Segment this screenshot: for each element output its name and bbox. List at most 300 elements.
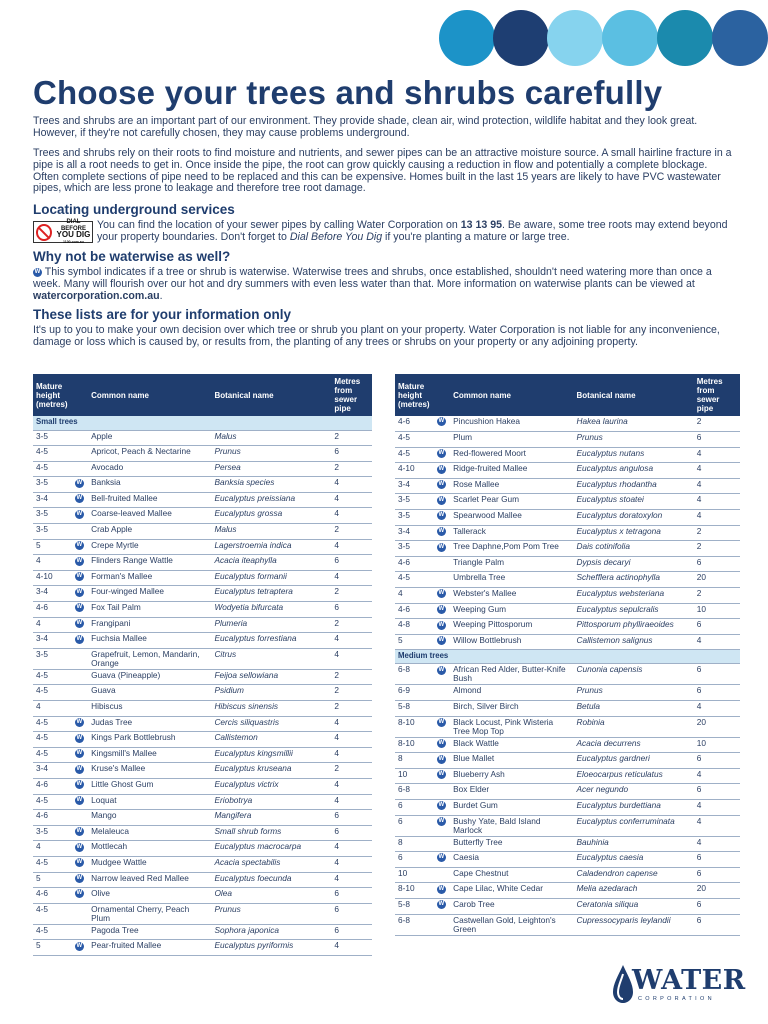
waterwise-icon: W xyxy=(76,765,83,772)
cell-waterwise xyxy=(433,836,451,852)
cell-metres: 6 xyxy=(331,924,372,940)
table-row xyxy=(395,432,740,448)
cell-metres: 6 xyxy=(331,602,372,618)
cell-common-name: Blue Mallet xyxy=(450,753,573,769)
cell-metres: 6 xyxy=(694,852,740,868)
cell-metres: 4 xyxy=(331,940,372,956)
table-row xyxy=(33,794,372,810)
table-row xyxy=(33,924,372,940)
cell-metres: 4 xyxy=(331,872,372,888)
cell-common-name: Weeping Pittosporum xyxy=(450,619,573,635)
cell-metres: 4 xyxy=(331,477,372,493)
table-row xyxy=(33,508,372,524)
cell-botanical-name: Cercis siliquastris xyxy=(211,716,331,732)
cell-metres: 6 xyxy=(694,556,740,572)
cell-waterwise xyxy=(433,572,451,588)
table-row xyxy=(33,940,372,956)
cell-height: 4-6 xyxy=(33,888,71,904)
table-row xyxy=(395,494,740,510)
cell-waterwise xyxy=(71,841,89,857)
table-row xyxy=(33,716,372,732)
table-row xyxy=(395,541,740,557)
waterwise-icon: W xyxy=(34,268,41,275)
page-title: Choose your trees and shrubs carefully xyxy=(33,74,663,111)
cell-waterwise xyxy=(433,603,451,619)
cell-botanical-name: Hibiscus sinensis xyxy=(211,701,331,717)
cell-metres: 4 xyxy=(331,856,372,872)
cell-common-name: Hibiscus xyxy=(88,701,211,717)
waterwise-icon: W xyxy=(438,496,445,503)
waterwise-icon: W xyxy=(438,739,445,746)
cell-waterwise xyxy=(71,461,89,477)
cell-common-name: Ornamental Cherry, Peach Plum xyxy=(88,903,211,924)
cell-waterwise xyxy=(433,619,451,635)
cell-metres: 4 xyxy=(694,701,740,717)
cell-height: 4-10 xyxy=(33,570,71,586)
waterwise-icon: W xyxy=(76,479,83,486)
dbyd-logo-text xyxy=(55,219,92,245)
cell-common-name: Spearwood Mallee xyxy=(450,510,573,526)
header-metres: Metres from sewer pipe xyxy=(331,374,372,416)
cell-metres: 6 xyxy=(694,619,740,635)
cell-waterwise xyxy=(433,799,451,815)
waterwise-icon: W xyxy=(76,781,83,788)
cell-height: 3-4 xyxy=(33,633,71,649)
cell-botanical-name: Dypsis decaryi xyxy=(573,556,693,572)
table-row xyxy=(395,664,740,685)
cell-common-name: Fox Tail Palm xyxy=(88,602,211,618)
cell-height: 8-10 xyxy=(395,716,433,737)
cell-botanical-name: Eucalyptus kruseana xyxy=(211,763,331,779)
cell-botanical-name: Wodyetia bifurcata xyxy=(211,602,331,618)
table-row xyxy=(395,525,740,541)
table-row xyxy=(33,492,372,508)
table-row xyxy=(33,586,372,602)
cell-waterwise xyxy=(433,510,451,526)
cell-height: 6 xyxy=(395,799,433,815)
cell-height: 4-5 xyxy=(33,716,71,732)
cell-common-name: Box Elder xyxy=(450,784,573,800)
cell-metres: 6 xyxy=(694,432,740,448)
header-common: Common name xyxy=(450,374,573,416)
table-row xyxy=(33,747,372,763)
cell-common-name: Coarse-leaved Mallee xyxy=(88,508,211,524)
dbyd-logo-top: DIAL BEFORE xyxy=(60,219,86,232)
dbyd-logo-url: 1100.com.au xyxy=(63,239,84,244)
waterwise-icon: W xyxy=(438,418,445,425)
cell-metres: 4 xyxy=(694,494,740,510)
table-row xyxy=(395,447,740,463)
table-row xyxy=(395,416,740,432)
cell-metres: 2 xyxy=(331,669,372,685)
cell-waterwise xyxy=(433,784,451,800)
no-dig-icon xyxy=(36,224,52,241)
cell-botanical-name: Small shrub forms xyxy=(211,825,331,841)
cell-botanical-name: Eucalyptus forrestiana xyxy=(211,633,331,649)
cell-height: 4-5 xyxy=(395,432,433,448)
cell-waterwise xyxy=(71,810,89,826)
cell-common-name: Mango xyxy=(88,810,211,826)
cell-common-name: Guava (Pineapple) xyxy=(88,669,211,685)
table-row xyxy=(33,539,372,555)
cell-height: 3-4 xyxy=(33,763,71,779)
cell-height: 3-4 xyxy=(33,492,71,508)
cell-height: 3-5 xyxy=(33,477,71,493)
cell-height: 3-4 xyxy=(395,478,433,494)
table-row xyxy=(33,810,372,826)
cell-waterwise xyxy=(71,492,89,508)
cell-botanical-name: Dais cotinifolia xyxy=(573,541,693,557)
table-row xyxy=(395,815,740,836)
dial-before-you-dig-logo xyxy=(33,221,93,243)
cell-metres: 6 xyxy=(694,753,740,769)
section-label: Medium trees xyxy=(395,650,740,664)
cell-waterwise xyxy=(71,669,89,685)
cell-common-name: Kings Park Bottlebrush xyxy=(88,732,211,748)
waterwise-text: This symbol indicates if a tree or shrub is waterwise. Waterwise trees and shrubs, once established, shouldn't need watering more than once a week. Many will flourish over our hot and dry summers with even less water than that. More information on waterwise plants can be viewed at xyxy=(33,266,712,290)
cell-common-name: Kingsmill's Mallee xyxy=(88,747,211,763)
cell-common-name: Burdet Gum xyxy=(450,799,573,815)
table-row xyxy=(395,556,740,572)
cell-metres: 4 xyxy=(331,539,372,555)
cell-common-name: Umbrella Tree xyxy=(450,572,573,588)
cell-height: 4-6 xyxy=(395,603,433,619)
cell-botanical-name: Eucalyptus angulosa xyxy=(573,463,693,479)
table-row xyxy=(33,570,372,586)
cell-common-name: Tallerack xyxy=(450,525,573,541)
cell-botanical-name: Callistemon xyxy=(211,732,331,748)
cell-waterwise xyxy=(433,737,451,753)
cell-botanical-name: Eucalyptus foecunda xyxy=(211,872,331,888)
table-row xyxy=(395,753,740,769)
cell-height: 4-5 xyxy=(395,572,433,588)
waterwise-link[interactable]: watercorporation.com.au xyxy=(33,289,160,302)
cell-common-name: Scarlet Pear Gum xyxy=(450,494,573,510)
cell-waterwise xyxy=(433,525,451,541)
cell-botanical-name: Prunus xyxy=(573,685,693,701)
table-row xyxy=(33,446,372,462)
cell-waterwise xyxy=(71,940,89,956)
cell-metres: 2 xyxy=(694,541,740,557)
header-height: Mature height (metres) xyxy=(395,374,433,416)
cell-metres: 6 xyxy=(331,555,372,571)
table-row xyxy=(33,778,372,794)
cell-botanical-name: Eucalyptus conferruminata xyxy=(573,815,693,836)
cell-common-name: Black Wattle xyxy=(450,737,573,753)
cell-height: 10 xyxy=(395,867,433,883)
cell-waterwise xyxy=(433,701,451,717)
cell-height: 3-5 xyxy=(395,510,433,526)
cell-botanical-name: Lagerstroemia indica xyxy=(211,539,331,555)
waterwise-icon: W xyxy=(438,590,445,597)
cell-height: 8 xyxy=(395,836,433,852)
section-label: Small trees xyxy=(33,416,372,430)
cell-waterwise xyxy=(433,416,451,432)
waterwise-icon: W xyxy=(76,588,83,595)
cell-waterwise xyxy=(433,463,451,479)
cell-waterwise xyxy=(71,903,89,924)
locating-heading: Locating underground services xyxy=(33,202,235,217)
table-row xyxy=(395,852,740,868)
cell-metres: 6 xyxy=(694,898,740,914)
cell-waterwise xyxy=(71,555,89,571)
cell-metres: 2 xyxy=(331,701,372,717)
cell-waterwise xyxy=(433,634,451,650)
cell-botanical-name: Eucalyptus sepulcralis xyxy=(573,603,693,619)
cell-waterwise xyxy=(71,539,89,555)
cell-waterwise xyxy=(71,763,89,779)
cell-botanical-name: Banksia species xyxy=(211,477,331,493)
cell-botanical-name: Eucalyptus burdettiana xyxy=(573,799,693,815)
cell-metres: 6 xyxy=(694,914,740,935)
cell-botanical-name: Mangifera xyxy=(211,810,331,826)
table-row xyxy=(395,914,740,935)
cell-common-name: Willow Bottlebrush xyxy=(450,634,573,650)
table-row xyxy=(33,856,372,872)
cell-waterwise xyxy=(71,701,89,717)
cell-waterwise xyxy=(71,477,89,493)
cell-metres: 4 xyxy=(331,633,372,649)
cell-height: 4 xyxy=(395,588,433,604)
cell-waterwise xyxy=(71,648,89,669)
cell-common-name: Olive xyxy=(88,888,211,904)
cell-metres: 4 xyxy=(331,508,372,524)
table-row xyxy=(395,588,740,604)
cell-botanical-name: Olea xyxy=(211,888,331,904)
cell-waterwise xyxy=(433,914,451,935)
cell-waterwise xyxy=(433,447,451,463)
water-corporation-logo xyxy=(612,962,752,1006)
cell-botanical-name: Plumeria xyxy=(211,617,331,633)
cell-metres: 4 xyxy=(331,747,372,763)
cell-waterwise xyxy=(71,924,89,940)
cell-metres: 6 xyxy=(331,810,372,826)
waterwise-icon: W xyxy=(438,854,445,861)
cell-height: 4-5 xyxy=(33,747,71,763)
cell-waterwise xyxy=(433,815,451,836)
cell-common-name: Apple xyxy=(88,430,211,446)
cell-height: 4-5 xyxy=(33,903,71,924)
cell-metres: 2 xyxy=(694,588,740,604)
cell-common-name: Mottlecah xyxy=(88,841,211,857)
cell-height: 5 xyxy=(395,634,433,650)
cell-waterwise xyxy=(71,825,89,841)
cell-waterwise xyxy=(71,617,89,633)
cell-common-name: Almond xyxy=(450,685,573,701)
cell-botanical-name: Callistemon salignus xyxy=(573,634,693,650)
cell-botanical-name: Sophora japonica xyxy=(211,924,331,940)
cell-metres: 4 xyxy=(694,836,740,852)
cell-botanical-name: Eucalyptus tetraptera xyxy=(211,586,331,602)
cell-common-name: Four-winged Mallee xyxy=(88,586,211,602)
waterwise-icon: W xyxy=(438,802,445,809)
header-waterwise xyxy=(71,374,89,416)
cell-metres: 4 xyxy=(694,447,740,463)
table-row xyxy=(395,572,740,588)
cell-height: 4-6 xyxy=(33,778,71,794)
cell-common-name: Birch, Silver Birch xyxy=(450,701,573,717)
cell-metres: 4 xyxy=(331,732,372,748)
table-row xyxy=(395,768,740,784)
table-row xyxy=(33,555,372,571)
waterwise-icon: W xyxy=(438,817,445,824)
cell-common-name: Rose Mallee xyxy=(450,478,573,494)
table-row xyxy=(395,701,740,717)
cell-waterwise xyxy=(71,570,89,586)
table-row xyxy=(33,648,372,669)
cell-metres: 6 xyxy=(694,685,740,701)
cell-waterwise xyxy=(71,508,89,524)
cell-waterwise xyxy=(71,602,89,618)
table-row xyxy=(395,510,740,526)
cell-waterwise xyxy=(433,494,451,510)
cell-common-name: Judas Tree xyxy=(88,716,211,732)
cell-botanical-name: Acer negundo xyxy=(573,784,693,800)
cell-height: 4-5 xyxy=(33,794,71,810)
cell-common-name: Narrow leaved Red Mallee xyxy=(88,872,211,888)
cell-height: 5 xyxy=(33,940,71,956)
logo-sub: CORPORATION xyxy=(638,996,715,1002)
waterwise-icon: W xyxy=(76,557,83,564)
cell-botanical-name: Eucalyptus caesia xyxy=(573,852,693,868)
table-section-row xyxy=(395,650,740,664)
waterwise-icon: W xyxy=(76,573,83,580)
cell-common-name: Little Ghost Gum xyxy=(88,778,211,794)
cell-common-name: Guava xyxy=(88,685,211,701)
cell-height: 4-5 xyxy=(33,732,71,748)
header-metres: Metres from sewer pipe xyxy=(694,374,740,416)
locating-paragraph xyxy=(97,220,733,244)
header-botanical: Botanical name xyxy=(573,374,693,416)
cell-botanical-name: Acacia decurrens xyxy=(573,737,693,753)
cell-height: 4-5 xyxy=(33,856,71,872)
table-row xyxy=(33,430,372,446)
cell-botanical-name: Acacia iteaphylla xyxy=(211,555,331,571)
waterwise-icon: W xyxy=(76,796,83,803)
cell-botanical-name: Malus xyxy=(211,524,331,540)
cell-botanical-name: Psidium xyxy=(211,685,331,701)
cell-metres: 2 xyxy=(331,461,372,477)
cell-waterwise xyxy=(71,524,89,540)
cell-metres: 2 xyxy=(331,617,372,633)
cell-height: 4-6 xyxy=(395,416,433,432)
waterwise-icon: W xyxy=(76,635,83,642)
cell-metres: 20 xyxy=(694,572,740,588)
table-row xyxy=(395,716,740,737)
table-row xyxy=(33,669,372,685)
cell-metres: 10 xyxy=(694,603,740,619)
cell-common-name: Pagoda Tree xyxy=(88,924,211,940)
cell-common-name: Weeping Gum xyxy=(450,603,573,619)
logo-word: WATER xyxy=(632,965,746,996)
cell-height: 4-6 xyxy=(33,602,71,618)
waterwise-icon: W xyxy=(438,718,445,725)
cell-height: 6 xyxy=(395,852,433,868)
waterwise-heading: Why not be waterwise as well? xyxy=(33,249,231,264)
circle-3 xyxy=(547,10,603,66)
cell-height: 3-5 xyxy=(33,430,71,446)
table-row xyxy=(395,836,740,852)
cell-common-name: Pear-fruited Mallee xyxy=(88,940,211,956)
waterwise-icon: W xyxy=(76,874,83,881)
cell-waterwise xyxy=(433,556,451,572)
table-row xyxy=(395,478,740,494)
cell-common-name: Cape Chestnut xyxy=(450,867,573,883)
cell-height: 3-5 xyxy=(33,648,71,669)
table-row xyxy=(33,903,372,924)
cell-height: 4-5 xyxy=(33,685,71,701)
cell-botanical-name: Eucalyptus victrix xyxy=(211,778,331,794)
cell-botanical-name: Prunus xyxy=(211,446,331,462)
cell-botanical-name: Eucalyptus grossa xyxy=(211,508,331,524)
table-row xyxy=(395,463,740,479)
cell-metres: 6 xyxy=(331,888,372,904)
cell-common-name: Cape Lilac, White Cedar xyxy=(450,883,573,899)
cell-metres: 2 xyxy=(331,430,372,446)
cell-botanical-name: Acacia spectabilis xyxy=(211,856,331,872)
cell-metres: 4 xyxy=(331,841,372,857)
cell-waterwise xyxy=(71,747,89,763)
cell-height: 3-5 xyxy=(395,541,433,557)
cell-metres: 6 xyxy=(694,867,740,883)
cell-height: 4 xyxy=(33,841,71,857)
intro-paragraph-2: Trees and shrubs rely on their roots to find moisture and nutrients, and sewer pipes can be an attractive moisture source. A small hairline fracture in a pipe is all a root needs to get in. Once inside the pipe, the root can grow quickly causing a reduction in flow and potentially a complete blockage. Often complete sections of pipe need to be replaced and this can be expensive. Homes built in the last 15 years are likely to have PVC wastewater pipes, which are less prone to leakage and therefore tree root damage. xyxy=(33,147,732,195)
cell-metres: 6 xyxy=(694,664,740,685)
cell-waterwise xyxy=(71,586,89,602)
cell-metres: 4 xyxy=(694,815,740,836)
cell-waterwise xyxy=(71,732,89,748)
cell-height: 4-5 xyxy=(33,669,71,685)
waterwise-icon: W xyxy=(438,755,445,762)
cell-height: 6-8 xyxy=(395,914,433,935)
header-common: Common name xyxy=(88,374,211,416)
cell-metres: 2 xyxy=(331,763,372,779)
cell-botanical-name: Cunonia capensis xyxy=(573,664,693,685)
cell-common-name: Bushy Yate, Bald Island Marlock xyxy=(450,815,573,836)
waterwise-icon: W xyxy=(76,510,83,517)
cell-common-name: Avocado xyxy=(88,461,211,477)
cell-common-name: Loquat xyxy=(88,794,211,810)
locating-text-middle: . Be aware, some tree roots may extend beyond your property boundaries. Don't forget to xyxy=(97,219,728,243)
cell-metres: 6 xyxy=(331,446,372,462)
cell-height: 4-5 xyxy=(33,461,71,477)
cell-common-name: Carob Tree xyxy=(450,898,573,914)
cell-common-name: Banksia xyxy=(88,477,211,493)
waterwise-icon: W xyxy=(76,890,83,897)
waterwise-icon: W xyxy=(76,495,83,502)
cell-botanical-name: Eucalyptus preissiana xyxy=(211,492,331,508)
cell-height: 8-10 xyxy=(395,737,433,753)
table-row xyxy=(395,737,740,753)
cell-botanical-name: Eucalyptus macrocarpa xyxy=(211,841,331,857)
cell-botanical-name: Ceratonia siliqua xyxy=(573,898,693,914)
waterwise-icon: W xyxy=(76,750,83,757)
table-row xyxy=(33,685,372,701)
cell-metres: 2 xyxy=(331,685,372,701)
water-drop-icon xyxy=(612,964,634,1004)
cell-botanical-name: Cupressocyparis leylandii xyxy=(573,914,693,935)
table-row xyxy=(33,888,372,904)
cell-waterwise xyxy=(433,664,451,685)
waterwise-icon: W xyxy=(76,604,83,611)
intro-paragraph-1: Trees and shrubs are an important part of our environment. They provide shade, clean air, wind protection, wildlife habitat and they look great. However, if they're not carefully chosen, they may cause problems underground. xyxy=(33,115,698,139)
waterwise-icon: W xyxy=(438,771,445,778)
cell-common-name: Castwellan Gold, Leighton's Green xyxy=(450,914,573,935)
trees-table-right xyxy=(395,374,740,936)
table-row xyxy=(395,619,740,635)
cell-metres: 6 xyxy=(331,825,372,841)
cell-height: 8 xyxy=(395,753,433,769)
